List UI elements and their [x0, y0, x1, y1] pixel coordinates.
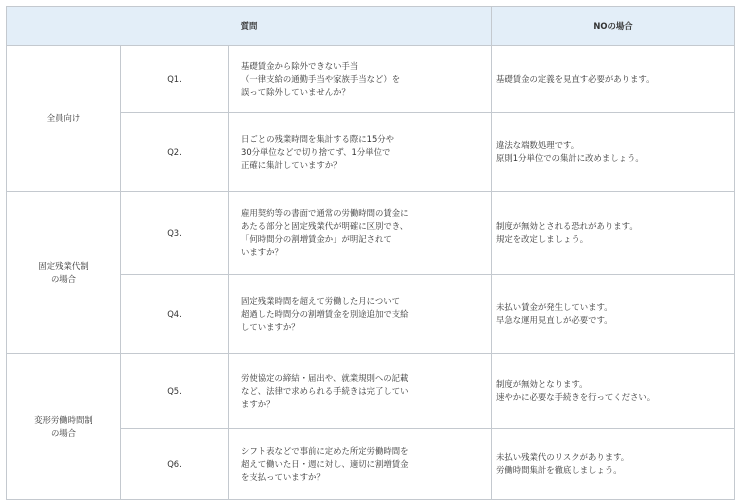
checklist-sheet	[6, 6, 735, 500]
question-text: シフト表などで事前に定めた所定労働時間を 超えて働いた日・週に対し、適切に割増賃金 を支払っていますか？	[229, 429, 492, 500]
question-text: 労使協定の締結・届出や、就業規則への記載 など、法律で求められる手続きは完了してい ますか？	[229, 354, 492, 429]
group-label	[7, 354, 121, 500]
checklist-table	[6, 6, 735, 500]
no-case-column-header: NOの場合	[492, 7, 735, 46]
no-case-answer: 未払い残業代のリスクがあります。 労働時間集計を徹底しましょう。	[492, 429, 735, 500]
question-number: Q3.	[121, 192, 229, 275]
no-case-answer: 基礎賃金の定義を見直す必要があります。	[492, 46, 735, 113]
table-row	[7, 192, 735, 275]
question-number: Q5.	[121, 354, 229, 429]
table-row	[7, 46, 735, 113]
group-label	[7, 192, 121, 354]
group-label-text: 変形労働時間制 の場合	[34, 414, 93, 438]
question-text: 日ごとの残業時間を集計する際に15分や 30分単位などで切り捨てず、1分単位で 正確に集計していますか？	[229, 113, 492, 192]
no-case-answer: 制度が無効となります。 速やかに必要な手続きを行ってください。	[492, 354, 735, 429]
no-case-answer: 未払い賃金が発生しています。 早急な運用見直しが必要です。	[492, 275, 735, 354]
question-text: 固定残業時間を超えて労働した月について 超過した時間分の割増賃金を別途追加で支給 していますか？	[229, 275, 492, 354]
question-number: Q4.	[121, 275, 229, 354]
question-column-header: 質問	[7, 7, 492, 46]
no-case-answer: 制度が無効とされる恐れがあります。 規定を改定しましょう。	[492, 192, 735, 275]
question-number: Q2.	[121, 113, 229, 192]
question-number: Q1.	[121, 46, 229, 113]
group-label	[7, 46, 121, 192]
question-text: 基礎賃金から除外できない手当 （一律支給の通勤手当や家族手当など）を 誤って除外していませんか？	[229, 46, 492, 113]
no-case-answer: 違法な端数処理です。 原則1分単位での集計に改めましょう。	[492, 113, 735, 192]
group-label-text: 固定残業代制 の場合	[38, 260, 89, 284]
group-label-text: 全員向け	[46, 113, 81, 123]
table-row	[7, 354, 735, 429]
question-number: Q6.	[121, 429, 229, 500]
question-text: 雇用契約等の書面で通常の労働時間の賃金に あたる部分と固定残業代が明確に区別でき、 「何時間分の割増賃金か」が明記されて いますか？	[229, 192, 492, 275]
header-row	[7, 7, 735, 46]
